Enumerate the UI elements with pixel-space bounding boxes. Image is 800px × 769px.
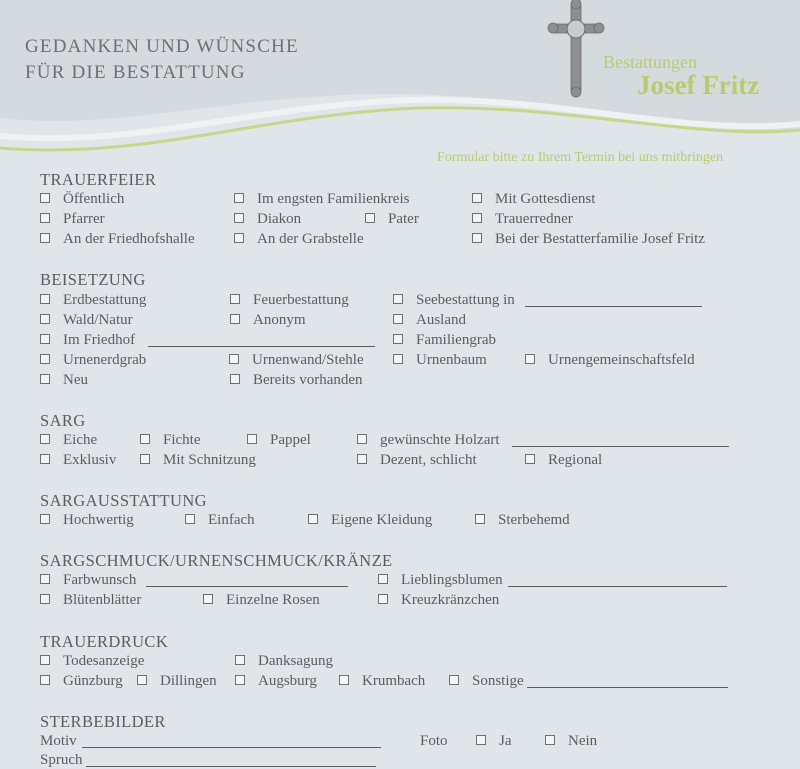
checkbox-holzart[interactable] [357, 434, 367, 444]
option-label: An der Grabstelle [257, 231, 364, 247]
checkbox-hochwertig[interactable] [40, 514, 50, 524]
checkbox-feuerbestattung[interactable] [230, 294, 240, 304]
checkbox-trauerredner[interactable] [472, 213, 482, 223]
friedhof-input-line[interactable] [148, 346, 375, 347]
section-heading-sterbebilder: STERBEBILDER [40, 712, 166, 731]
option-label: Urnenbaum [416, 352, 487, 368]
spruch-input-line[interactable] [86, 766, 376, 767]
checkbox-pappel[interactable] [247, 434, 257, 444]
option-label: Todesanzeige [63, 653, 145, 669]
checkbox-lieblingsblumen[interactable] [378, 574, 388, 584]
option-label: Augsburg [258, 673, 317, 689]
option-label: Günzburg [63, 673, 123, 689]
checkbox-augsburg[interactable] [235, 675, 245, 685]
checkbox-bluetenblaetter[interactable] [40, 594, 50, 604]
option-label: Eiche [63, 432, 98, 448]
checkbox-sonstige[interactable] [449, 675, 459, 685]
checkbox-seebestattung[interactable] [393, 294, 403, 304]
checkbox-familiengrab[interactable] [393, 334, 403, 344]
option-label: Urnengemeinschaftsfeld [548, 352, 695, 368]
page-title-line1: GEDANKEN UND WÜNSCHE [25, 36, 299, 57]
option-label: Blütenblätter [63, 592, 142, 608]
option-label: Urnenwand/Stehle [252, 352, 364, 368]
checkbox-eigene-kleidung[interactable] [308, 514, 318, 524]
option-label: Exklusiv [63, 452, 117, 468]
option-label: Fichte [163, 432, 201, 448]
option-label: Krumbach [362, 673, 426, 689]
option-label: Einzelne Rosen [226, 592, 320, 608]
checkbox-todesanzeige[interactable] [40, 655, 50, 665]
checkbox-foto-ja[interactable] [476, 735, 486, 745]
option-label: Seebestattung in [416, 292, 515, 308]
option-label: Pfarrer [63, 211, 105, 227]
checkbox-ausland[interactable] [393, 314, 403, 324]
brand-name: Josef Fritz [637, 70, 760, 100]
checkbox-gottesdienst[interactable] [472, 193, 482, 203]
option-label: Ausland [416, 312, 466, 328]
option-label: Diakon [257, 211, 302, 227]
option-label: Urnenerdgrab [63, 352, 147, 368]
option-label: Feuerbestattung [253, 292, 349, 308]
form-note: Formular bitte zu Ihrem Termin bei uns mitbringen [437, 150, 724, 165]
option-label: Bei der Bestatterfamilie Josef Fritz [495, 231, 705, 247]
option-label: Dezent, schlicht [380, 452, 477, 468]
option-label: Pater [388, 211, 419, 227]
option-label: Dillingen [160, 673, 217, 689]
option-label: gewünschte Holzart [380, 432, 500, 448]
checkbox-im-friedhof[interactable] [40, 334, 50, 344]
spruch-label: Spruch [40, 752, 83, 768]
checkbox-bestatterfamilie[interactable] [472, 233, 482, 243]
page-title-line2: FÜR DIE BESTATTUNG [25, 62, 246, 83]
checkbox-pater[interactable] [365, 213, 375, 223]
option-label: Im engsten Familienkreis [257, 191, 410, 207]
checkbox-krumbach[interactable] [339, 675, 349, 685]
sonstige-input-line[interactable] [527, 687, 728, 688]
checkbox-schnitzung[interactable] [140, 454, 150, 464]
option-label: Trauerredner [495, 211, 573, 227]
option-label: Nein [568, 733, 598, 749]
option-label: Öffentlich [63, 191, 125, 207]
checkbox-friedhofshalle[interactable] [40, 233, 50, 243]
checkbox-bereits-vorhanden[interactable] [230, 374, 240, 384]
checkbox-familienkreis[interactable] [234, 193, 244, 203]
checkbox-urnenbaum[interactable] [393, 354, 403, 364]
checkbox-dillingen[interactable] [137, 675, 147, 685]
foto-label: Foto [420, 733, 448, 749]
checkbox-anonym[interactable] [230, 314, 240, 324]
option-label: Ja [499, 733, 512, 749]
checkbox-einfach[interactable] [185, 514, 195, 524]
section-heading-sargschmuck: SARGSCHMUCK/URNENSCHMUCK/KRÄNZE [40, 551, 393, 570]
section-heading-trauerdruck: TRAUERDRUCK [40, 632, 169, 651]
checkbox-guenzburg[interactable] [40, 675, 50, 685]
option-label: Farbwunsch [63, 572, 137, 588]
option-label: Anonym [253, 312, 306, 328]
holzart-input-line[interactable] [512, 446, 729, 447]
option-label: Erdbestattung [63, 292, 147, 308]
option-label: Sterbehemd [498, 512, 570, 528]
section-heading-sargausstattung: SARGAUSSTATTUNG [40, 491, 207, 510]
checkbox-danksagung[interactable] [235, 655, 245, 665]
option-label: Hochwertig [63, 512, 134, 528]
motiv-label: Motiv [40, 733, 77, 749]
option-label: Kreuzkränzchen [401, 592, 500, 608]
checkbox-sterbehemd[interactable] [475, 514, 485, 524]
checkbox-diakon[interactable] [234, 213, 244, 223]
section-heading-trauerfeier: TRAUERFEIER [40, 170, 157, 189]
option-label: Eigene Kleidung [331, 512, 433, 528]
option-label: Lieblingsblumen [401, 572, 503, 588]
brand-top-text: Bestattungen [603, 52, 697, 72]
checkbox-dezent[interactable] [357, 454, 367, 464]
checkbox-eiche[interactable] [40, 434, 50, 444]
option-label: Einfach [208, 512, 255, 528]
checkbox-regional[interactable] [525, 454, 535, 464]
checkbox-pfarrer[interactable] [40, 213, 50, 223]
checkbox-foto-nein[interactable] [545, 735, 555, 745]
checkbox-farbwunsch[interactable] [40, 574, 50, 584]
checkbox-erdbestattung[interactable] [40, 294, 50, 304]
section-heading-sarg: SARG [40, 411, 86, 430]
checkbox-fichte[interactable] [140, 434, 150, 444]
checkbox-urnenwand[interactable] [229, 354, 239, 364]
checkbox-oeffentlich[interactable] [40, 193, 50, 203]
checkbox-grabstelle[interactable] [234, 233, 244, 243]
checkbox-urnengemeinschaftsfeld[interactable] [525, 354, 535, 364]
option-label: Mit Schnitzung [163, 452, 256, 468]
option-label: Danksagung [258, 653, 333, 669]
option-label: Im Friedhof [63, 332, 136, 348]
checkbox-urnenerdgrab[interactable] [40, 354, 50, 364]
option-label: Pappel [270, 432, 311, 448]
option-label: Neu [63, 372, 88, 388]
lieblingsblumen-input-line[interactable] [508, 586, 727, 587]
checkbox-einzelne-rosen[interactable] [203, 594, 213, 604]
checkbox-wald-natur[interactable] [40, 314, 50, 324]
checkbox-kreuzkraenzchen[interactable] [378, 594, 388, 604]
option-label: Sonstige [472, 673, 524, 689]
option-label: Mit Gottesdienst [495, 191, 596, 207]
section-heading-beisetzung: BEISETZUNG [40, 270, 146, 289]
seebestattung-input-line[interactable] [525, 306, 702, 307]
option-label: Wald/Natur [63, 312, 133, 328]
checkbox-neu[interactable] [40, 374, 50, 384]
option-label: Regional [548, 452, 603, 468]
checkbox-exklusiv[interactable] [40, 454, 50, 464]
option-label: An der Friedhofshalle [63, 231, 195, 247]
motiv-input-line[interactable] [82, 747, 381, 748]
option-label: Bereits vorhanden [253, 372, 363, 388]
farbwunsch-input-line[interactable] [146, 586, 348, 587]
option-label: Familiengrab [416, 332, 496, 348]
